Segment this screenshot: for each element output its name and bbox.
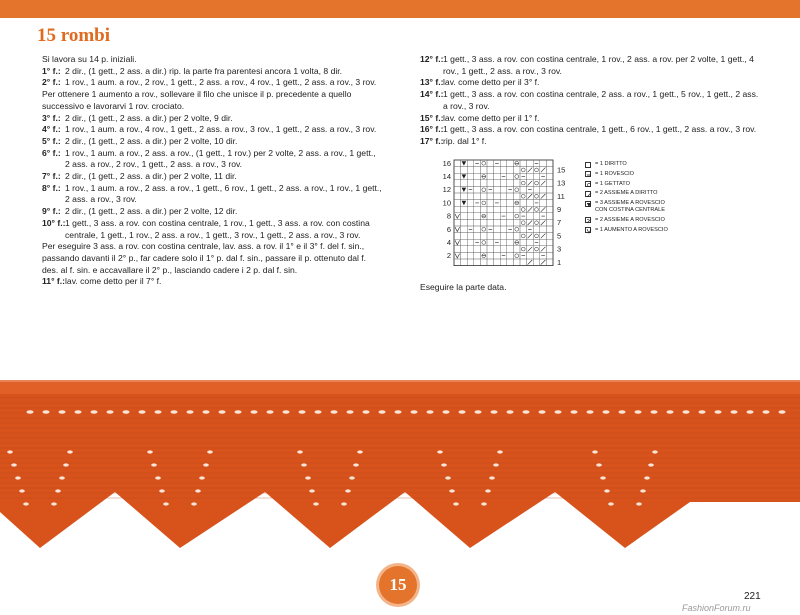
eyelet-hole [151, 463, 157, 466]
eyelet-hole [107, 410, 114, 414]
slash-dash-symbol-icon [585, 217, 591, 223]
instructions-left [42, 54, 382, 288]
eyelet-hole [7, 450, 13, 453]
instructions-right [420, 54, 765, 148]
row-text: 2 dir., (1 gett., 2 ass. a dir.) rip. la parte fra parentesi ancora 1 volta, 8 dir. [65, 65, 343, 76]
eyelet-hole [363, 410, 370, 414]
eyelet-hole [443, 410, 450, 414]
watermark: FashionForum.ru [682, 603, 751, 613]
eyelet-hole [163, 502, 169, 505]
instruction-row [420, 136, 765, 148]
eyelet-hole [75, 410, 82, 414]
eyelet-hole [441, 463, 447, 466]
row-label: 4° f.: [42, 124, 61, 135]
eyelet-hole [449, 489, 455, 492]
eyelet-hole [297, 450, 303, 453]
instruction-row [42, 77, 382, 89]
eyelet-hole [592, 450, 598, 453]
eyelet-hole [59, 410, 66, 414]
instruction-row [42, 206, 382, 218]
instruction-row [42, 113, 382, 125]
eyelet-hole [301, 463, 307, 466]
legend-item [585, 199, 668, 209]
eyelet-hole [283, 410, 290, 414]
eyelet-hole [219, 410, 226, 414]
eyelet-hole [763, 410, 770, 414]
instruction-row [42, 124, 382, 136]
row-number-right: 3 [557, 244, 562, 254]
instruction-row [420, 89, 765, 112]
eyelet-hole [349, 476, 355, 479]
eyelet-hole [491, 410, 498, 414]
instruction-row [42, 148, 382, 171]
eyelet-hole [453, 502, 459, 505]
eyelet-hole [171, 410, 178, 414]
garter-edge [0, 380, 800, 394]
pattern-number-badge: 15 [379, 566, 417, 604]
eyelet-hole [459, 410, 466, 414]
v-symbol-icon [585, 227, 591, 233]
row-text: lav. come detto per il 3° f. [443, 77, 540, 88]
row-number-right: 1 [557, 257, 562, 267]
row-text: 1 gett., 3 ass. a rov. con costina centrale, 1 gett., 6 rov., 1 gett., 2 ass. a rov., 3 rov. [443, 124, 757, 135]
eyelet-hole [51, 502, 57, 505]
row-number-right: 15 [557, 165, 566, 175]
row-text: 1 rov., 1 aum. a rov., 2 ass. a rov., (1 gett., 1 rov.) per 2 volte, 2 ass. a rov., 1 gett., 2 ass. a rov., 2 rov., 1 gett., 2 ass. a rov., 3 rov. [65, 147, 376, 170]
eyelet-hole [604, 489, 610, 492]
row-number-right: 7 [557, 218, 562, 228]
eyelet-hole [715, 410, 722, 414]
legend-item [585, 226, 668, 236]
legend-text: = 2 ASSIEME A ROVESCIO [595, 216, 665, 223]
row-label: 16° f.: [420, 124, 444, 135]
instruction-row [420, 54, 765, 77]
instruction-row [420, 77, 765, 89]
eyelet-hole [155, 476, 161, 479]
eyelet-hole [587, 410, 594, 414]
legend-item [585, 189, 668, 199]
knitted-fabric [0, 382, 800, 548]
eyelet-hole [481, 502, 487, 505]
instruction-row [42, 66, 382, 78]
eyelet-hole [445, 476, 451, 479]
eyelet-hole [15, 476, 21, 479]
eyelet-hole [203, 463, 209, 466]
page-title: 15 rombi [37, 25, 111, 46]
eyelet-hole [523, 410, 530, 414]
row-text: 1 gett., 3 ass. a rov. con costina centrale, 2 ass. a rov., 1 gett., 5 rov., 1 gett., 2 ass. a rov., 3 rov. [443, 89, 759, 111]
instruction-row [42, 241, 382, 276]
row-label: 12° f.: [420, 54, 444, 64]
eyelet-hole [147, 450, 153, 453]
legend-text: = 2 ASSIEME A DIRITTO [595, 190, 658, 197]
eyelet-hole [357, 450, 363, 453]
eyelet-hole [596, 463, 602, 466]
row-text: 1 rov., 1 aum. a rov., 2 rov., 1 gett., 2 ass. a rov., 4 rov., 1 gett., 2 ass. a rov., 3 rov. [65, 77, 377, 88]
row-label: 10° f.: [42, 217, 66, 228]
eyelet-hole [652, 450, 658, 453]
eyelet-hole [299, 410, 306, 414]
eyelet-hole [63, 463, 69, 466]
legend-item [585, 216, 668, 226]
eyelet-hole [235, 410, 242, 414]
row-label: 14° f.: [420, 89, 444, 100]
row-label: 1° f.: [42, 65, 61, 76]
eyelet-hole [603, 410, 610, 414]
eyelet-hole [203, 410, 210, 414]
eyelet-hole [683, 410, 690, 414]
row-text: Per ottenere 1 aumento a rov., sollevare il filo che unisce il p. precedente a quello successivo e lavorarvi 1 rov. crociato. [42, 89, 352, 111]
legend-item [585, 170, 668, 180]
row-label: 5° f.: [42, 135, 61, 146]
eyelet-hole [731, 410, 738, 414]
eyelet-hole [11, 463, 17, 466]
eyelet-hole [207, 450, 213, 453]
circle-symbol-icon [585, 181, 591, 187]
chart-note: Eseguire la parte data. [420, 282, 507, 292]
row-text: rip. dal 1° f. [443, 135, 487, 146]
instruction-row [42, 54, 382, 66]
row-label: 11° f.: [42, 276, 66, 287]
row-text: Per eseguire 3 ass. a rov. con costina centrale, lav. ass. a rov. il 1° e il 3° f. del f. sin., passando davanti il 2° p., far cadere solo il 1° p. dal f. sin., passare il p. ottenuto dal f. des. al f. sin. e accavallare il 2° p., lasciando cadere i 2 p. dal f. sin. [42, 241, 367, 275]
row-label: 13° f.: [420, 77, 444, 88]
eyelet-hole [651, 410, 658, 414]
eyelet-hole [191, 502, 197, 505]
eyelet-hole [91, 410, 98, 414]
eyelet-hole [195, 489, 201, 492]
legend-text: = 1 DIRITTO [595, 161, 627, 167]
eyelet-hole [619, 410, 626, 414]
eyelet-hole [485, 489, 491, 492]
page-number: 221 [744, 591, 761, 602]
legend-text: = 1 GETTATO [595, 180, 630, 187]
top-bar [0, 0, 800, 18]
row-number-right: 13 [557, 178, 566, 188]
eyelet-hole [155, 410, 162, 414]
row-label: 9° f.: [42, 206, 61, 217]
eyelet-hole [309, 489, 315, 492]
eyelet-hole [644, 476, 650, 479]
row-label: 17° f.: [420, 135, 444, 146]
eyelet-hole [159, 489, 165, 492]
eyelet-hole [489, 476, 495, 479]
row-text: 1 gett., 3 ass. a rov. con costina centrale, 1 rov., 1 gett., 3 ass. a rov. con costina centrale, 1 gett., 1 rov., 2 ass. a rov., 1 gett., 3 rov., 1 gett., 2 ass. a rov., 3 rov. [65, 217, 370, 240]
eyelet-hole [331, 410, 338, 414]
instruction-row [42, 218, 382, 241]
eyelet-hole [635, 410, 642, 414]
eyelet-hole [779, 410, 786, 414]
eyelet-hole [139, 410, 146, 414]
instruction-row [42, 183, 382, 206]
eyelet-hole [747, 410, 754, 414]
row-number-left: 6 [446, 224, 451, 234]
row-label: 8° f.: [42, 182, 61, 193]
eyelet-hole [571, 410, 578, 414]
eyelet-hole [640, 489, 646, 492]
eyelet-hole [667, 410, 674, 414]
instruction-row [42, 136, 382, 148]
eyelet-hole [493, 463, 499, 466]
row-number-left: 2 [446, 251, 451, 261]
eyelet-hole [23, 502, 29, 505]
instruction-row [420, 113, 765, 125]
row-text: 2 dir., (1 gett., 2 ass. a dir.) per 2 volte, 11 dir. [65, 171, 237, 182]
row-number-left: 12 [442, 185, 451, 195]
knitted-lace-edging-photo [0, 372, 800, 562]
row-text: Si lavora su 14 p. iniziali. [42, 54, 137, 64]
row-text: 1 gett., 3 ass. a rov. con costina centrale, 1 rov., 2 ass. a rov. per 2 volte, 1 gett., 4 rov., 1 gett., 2 ass. a rov., 3 rov. [443, 54, 754, 76]
row-number-right: 9 [557, 205, 562, 214]
row-text: lav. come detto per il 7° f. [65, 276, 162, 287]
legend-text-continued: CON COSTINA CENTRALE [595, 206, 665, 213]
row-number-left: 16 [442, 158, 451, 168]
eyelet-hole [608, 502, 614, 505]
row-label: 15° f.: [420, 112, 444, 123]
row-number-right: 11 [557, 191, 565, 201]
row-number-left: 4 [446, 238, 451, 247]
eyelet-hole [636, 502, 642, 505]
row-text: 1 rov., 1 aum. a rov., 2 ass. a rov., 1 gett., 6 rov., 1 gett., 2 ass. a rov., 1 rov., 1 gett., 2 ass. a rov., 3 rov. [65, 182, 382, 205]
eyelet-hole [555, 410, 562, 414]
eyelet-hole [345, 489, 351, 492]
eyelet-hole [27, 410, 34, 414]
eyelet-hole [199, 476, 205, 479]
row-text: 2 dir., (1 gett., 2 ass. a dir.) per 2 volte, 9 dir. [65, 112, 233, 123]
eyelet-hole [395, 410, 402, 414]
legend-text: = 1 ROVESCIO [595, 170, 635, 177]
eyelet-hole [267, 410, 274, 414]
row-text: 2 dir., (1 gett., 2 ass. a dir.) per 2 volte, 10 dir. [65, 135, 238, 146]
legend-text: = 3 ASSIEME A ROVESCIO [595, 200, 665, 207]
legend-text: = 1 AUMENTO A ROVESCIO [595, 226, 668, 233]
row-label: 7° f.: [42, 171, 61, 182]
eyelet-hole [347, 410, 354, 414]
eyelet-hole [353, 463, 359, 466]
eyelet-hole [313, 502, 319, 505]
eyelet-hole [341, 502, 347, 505]
eyelet-hole [305, 476, 311, 479]
knitting-chart [418, 156, 578, 274]
blank-symbol-icon [585, 162, 591, 168]
eyelet-hole [600, 476, 606, 479]
eyelet-hole [55, 489, 61, 492]
legend-item [585, 180, 668, 190]
eyelet-hole [379, 410, 386, 414]
instruction-row [42, 171, 382, 183]
eyelet-hole [315, 410, 322, 414]
row-label: 6° f.: [42, 147, 61, 158]
dash-symbol-icon [585, 171, 591, 177]
row-text: 1 rov., 1 aum. a rov., 4 rov., 1 gett., 2 ass. a rov., 3 rov., 1 gett., 2 ass. a rov., 3 rov. [65, 124, 377, 135]
eyelet-hole [411, 410, 418, 414]
row-number-left: 8 [446, 211, 451, 221]
eyelet-hole [507, 410, 514, 414]
eyelet-hole [699, 410, 706, 414]
eyelet-hole [43, 410, 50, 414]
row-label: 2° f.: [42, 77, 61, 88]
row-text: 2 dir., (1 gett., 2 ass. a dir.) per 2 volte, 12 dir. [65, 206, 238, 217]
row-number-right: 5 [557, 231, 562, 241]
eyelet-hole [19, 489, 25, 492]
chart-legend [585, 160, 668, 235]
eyelet-hole [475, 410, 482, 414]
instruction-row [42, 89, 382, 112]
eyelet-hole [539, 410, 546, 414]
eyelet-hole [427, 410, 434, 414]
instruction-row [420, 124, 765, 136]
eyelet-hole [187, 410, 194, 414]
eyelet-hole [251, 410, 258, 414]
slash-symbol-icon [585, 191, 591, 197]
legend-item [585, 160, 668, 170]
row-text: lav. come detto per il 1° f. [443, 112, 540, 123]
eyelet-hole [123, 410, 130, 414]
triangle-symbol-icon [585, 201, 591, 207]
row-label: 3° f.: [42, 112, 61, 123]
eyelet-hole [648, 463, 654, 466]
row-number-left: 14 [442, 172, 451, 181]
eyelet-hole [497, 450, 503, 453]
eyelet-hole [59, 476, 65, 479]
eyelet-hole [67, 450, 73, 453]
instruction-row [42, 276, 382, 288]
eyelet-hole [437, 450, 443, 453]
row-number-left: 10 [442, 198, 451, 208]
